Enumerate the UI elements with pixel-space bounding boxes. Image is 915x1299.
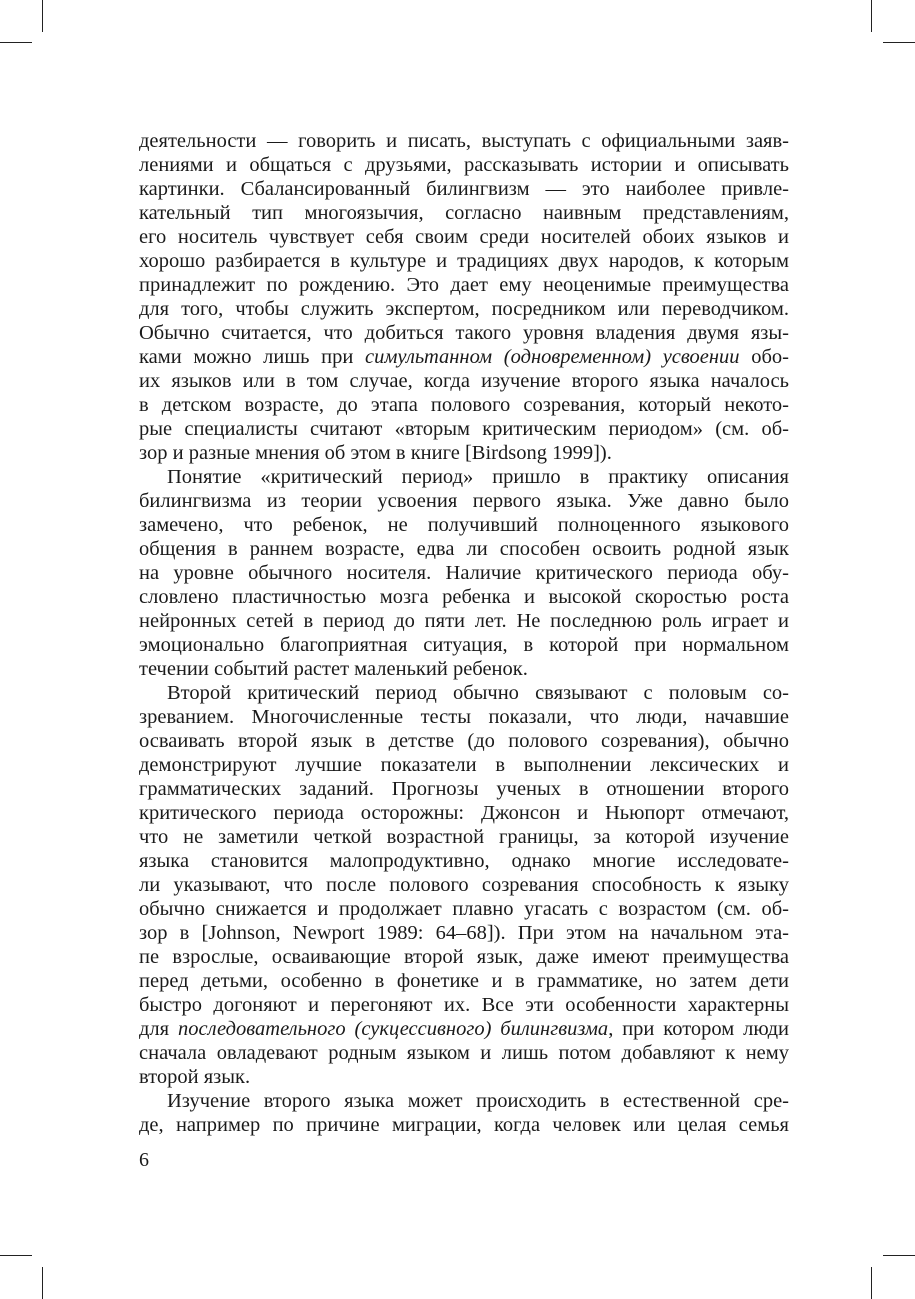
text-line: [139, 513, 789, 537]
text-run: лениями и общаться с друзьями, рассказывать истории и описывать: [139, 154, 789, 176]
crop-mark-top-right-vertical: [871, 0, 872, 32]
text-run: хорошо разбирается в культуре и традициях двух народов, к которым: [139, 250, 789, 272]
text-run: течении событий растет маленький ребенок.: [139, 658, 528, 680]
crop-mark-bottom-right-horizontal: [883, 1255, 915, 1256]
text-line: [139, 681, 789, 705]
text-line: [139, 1089, 789, 1113]
text-run: словлено пластичностью мозга ребенка и высокой скоростью роста: [139, 586, 789, 608]
text-run: билингвизма из теории усвоения первого языка. Уже давно было: [139, 490, 789, 512]
text-run: грамматических заданий. Прогнозы ученых в отношении второго: [139, 778, 789, 800]
text-run: языка становится малопродуктивно, однако многие исследовате-: [139, 850, 789, 872]
italic-term: симультанном (одновременном) усвоении: [364, 346, 740, 368]
text-run: второй язык.: [139, 1066, 251, 1088]
text-run: , при котором люди: [608, 1018, 789, 1040]
text-line: [139, 993, 789, 1017]
text-line: [139, 1065, 789, 1089]
italic-term: последовательного (сукцессивного) билингвизма: [178, 1018, 609, 1040]
crop-mark-bottom-left-vertical: [42, 1267, 43, 1299]
text-run: общения в раннем возрасте, едва ли способен освоить родной язык: [139, 538, 789, 560]
text-run: обычно снижается и продолжает плавно угасать с возрастом (см. об-: [139, 898, 789, 920]
text-line: [139, 561, 789, 585]
text-line: [139, 873, 789, 897]
crop-mark-top-left-vertical: [42, 0, 43, 32]
text-line: [139, 273, 789, 297]
crop-mark-top-left-horizontal: [0, 42, 32, 43]
text-line: [139, 369, 789, 393]
text-line: [139, 657, 789, 681]
text-run: в детском возрасте, до этапа полового созревания, который некото-: [139, 394, 789, 416]
text-line: [139, 945, 789, 969]
text-line: [139, 177, 789, 201]
text-run: обо-: [739, 346, 789, 368]
text-line: [139, 297, 789, 321]
text-line: [139, 969, 789, 993]
text-line: [139, 249, 789, 273]
text-line: [139, 1113, 789, 1137]
text-run: демонстрируют лучшие показатели в выполнении лексических и: [139, 754, 789, 776]
text-run: их языков или в том случае, когда изучение второго языка началось: [139, 370, 789, 392]
page-number: 6: [139, 1149, 149, 1171]
text-line: [139, 225, 789, 249]
text-run: де, например по причине миграции, когда человек или целая семья: [139, 1114, 789, 1136]
body-text: [139, 129, 789, 1137]
text-run: его носитель чувствует себя своим среди носителей обоих языков и: [139, 226, 789, 248]
text-run: зреванием. Многочисленные тесты показали, что люди, начавшие: [139, 706, 789, 728]
text-run: на уровне обычного носителя. Наличие критического периода обу-: [139, 562, 789, 584]
text-run: для того, чтобы служить экспертом, посредником или переводчиком.: [139, 298, 789, 320]
text-run: сначала овладевают родным языком и лишь потом добавляют к нему: [139, 1042, 789, 1064]
crop-mark-top-right-horizontal: [883, 42, 915, 43]
crop-mark-bottom-left-horizontal: [0, 1255, 32, 1256]
text-line: [139, 153, 789, 177]
text-line: [139, 921, 789, 945]
text-line: [139, 753, 789, 777]
text-line: [139, 345, 789, 369]
text-line: [139, 321, 789, 345]
text-line: [139, 465, 789, 489]
text-line: [139, 393, 789, 417]
text-run: рые специалисты считают «вторым критическим периодом» (см. об-: [139, 418, 789, 440]
text-run: эмоционально благоприятная ситуация, в которой при нормальном: [139, 634, 789, 656]
text-run: для: [139, 1018, 178, 1040]
text-run: зор в [Johnson, Newport 1989: 64–68]). При этом на начальном эта-: [139, 922, 789, 944]
text-line: [139, 489, 789, 513]
text-run: ли указывают, что после полового созревания способность к языку: [139, 874, 789, 896]
text-run: зор и разные мнения об этом в книге [Birdsong 1999]).: [139, 442, 612, 464]
text-line: [139, 633, 789, 657]
text-line: [139, 417, 789, 441]
text-run: Изучение второго языка может происходить в естественной сре-: [167, 1090, 789, 1112]
text-line: [139, 801, 789, 825]
text-run: замечено, что ребенок, не получивший полноценного языкового: [139, 514, 789, 536]
text-line: [139, 537, 789, 561]
text-line: [139, 1017, 789, 1041]
text-run: критического периода осторожны: Джонсон и Ньюпорт отмечают,: [139, 802, 789, 824]
crop-mark-bottom-right-vertical: [871, 1267, 872, 1299]
text-run: Обычно считается, что добиться такого уровня владения двумя язы-: [139, 322, 789, 344]
text-line: [139, 825, 789, 849]
text-run: принадлежит по рождению. Это дает ему неоценимые преимущества: [139, 274, 789, 296]
text-run: Понятие «критический период» пришло в практику описания: [167, 466, 789, 488]
text-line: [139, 705, 789, 729]
text-line: [139, 849, 789, 873]
text-run: нейронных сетей в период до пяти лет. Не последнюю роль играет и: [139, 610, 789, 632]
text-run: быстро догоняют и перегоняют их. Все эти особенности характерны: [139, 994, 789, 1016]
text-run: ками можно лишь при: [139, 346, 365, 368]
text-line: [139, 609, 789, 633]
text-run: деятельности — говорить и писать, выступать с официальными заяв-: [139, 130, 789, 152]
text-run: что не заметили четкой возрастной границы, за которой изучение: [139, 826, 789, 848]
text-run: Второй критический период обычно связывают с половым со-: [167, 682, 789, 704]
text-line: [139, 729, 789, 753]
text-run: кательный тип многоязычия, согласно наивным представлениям,: [139, 202, 789, 224]
text-line: [139, 897, 789, 921]
text-line: [139, 777, 789, 801]
text-line: [139, 201, 789, 225]
text-run: осваивать второй язык в детстве (до полового созревания), обычно: [139, 730, 789, 752]
text-line: [139, 585, 789, 609]
text-line: [139, 441, 789, 465]
text-run: картинки. Сбалансированный билингвизм — это наиболее привле-: [139, 178, 789, 200]
text-run: перед детьми, особенно в фонетике и в грамматике, но затем дети: [139, 970, 789, 992]
text-line: [139, 129, 789, 153]
text-line: [139, 1041, 789, 1065]
text-run: пе взрослые, осваивающие второй язык, даже имеют преимущества: [139, 946, 789, 968]
